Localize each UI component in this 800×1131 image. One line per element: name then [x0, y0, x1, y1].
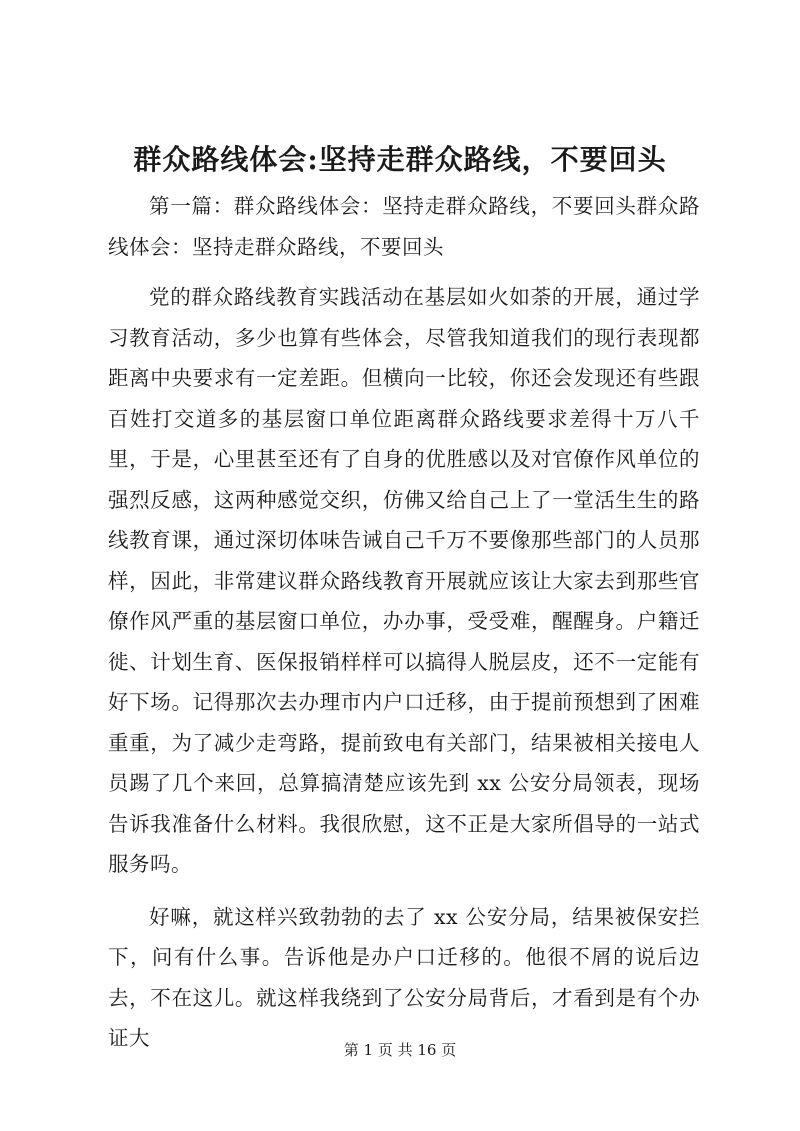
- document-body: [108, 186, 700, 1071]
- paragraph-1: 第一篇：群众路线体会：坚持走群众路线，不要回头群众路线体会：坚持走群众路线，不要回头: [108, 194, 700, 259]
- paragraph-3: 好嘛，就这样兴致勃勃的去了 xx 公安分局，结果被保安拦下，问有什么事。告诉他是办户口迁移的。他很不屑的说后边去，不在这儿。就这样我绕到了公安分局背后，才看到是有个办证大: [108, 904, 700, 1050]
- page-footer: 第 1 页 共 16 页: [343, 1041, 457, 1059]
- document-title: 群众路线体会:坚持走群众路线，不要回头: [133, 143, 667, 176]
- paragraph-2: 党的群众路线教育实践活动在基层如火如荼的开展，通过学习教育活动，多少也算有些体会，尽管我知道我们的现行表现都距离中央要求有一定差距。但横向一比较，你还会发现还有些跟百姓打交道多的基层窗口单位距离群众路线要求差得十万八千里，于是，心里甚至还有了自身的优胜感以及对官僚作风单位的强烈反感，这两种感觉交织，仿佛又给自己上了一堂活生生的路线教育课，通过深切体味告诫自己千万不要像那些部门的人员那样，因此，非常建议群众路线教育开展就应该让大家去到那些官僚作风严重的基层窗口单位，办办事，受受难，醒醒身。户籍迁徙、计划生育、医保报销样样可以搞得人脱层皮，还不一定能有好下场。记得那次去办理市内户口迁移，由于提前预想到了困难重重，为了减少走弯路，提前致电有关部门，结果被相关接电人员踢了几个来回，总算搞清楚应该先到 xx 公安分局领表，现场告诉我准备什么材料。我很欣慰，这不正是大家所倡导的一站式服务吗。: [108, 285, 700, 876]
